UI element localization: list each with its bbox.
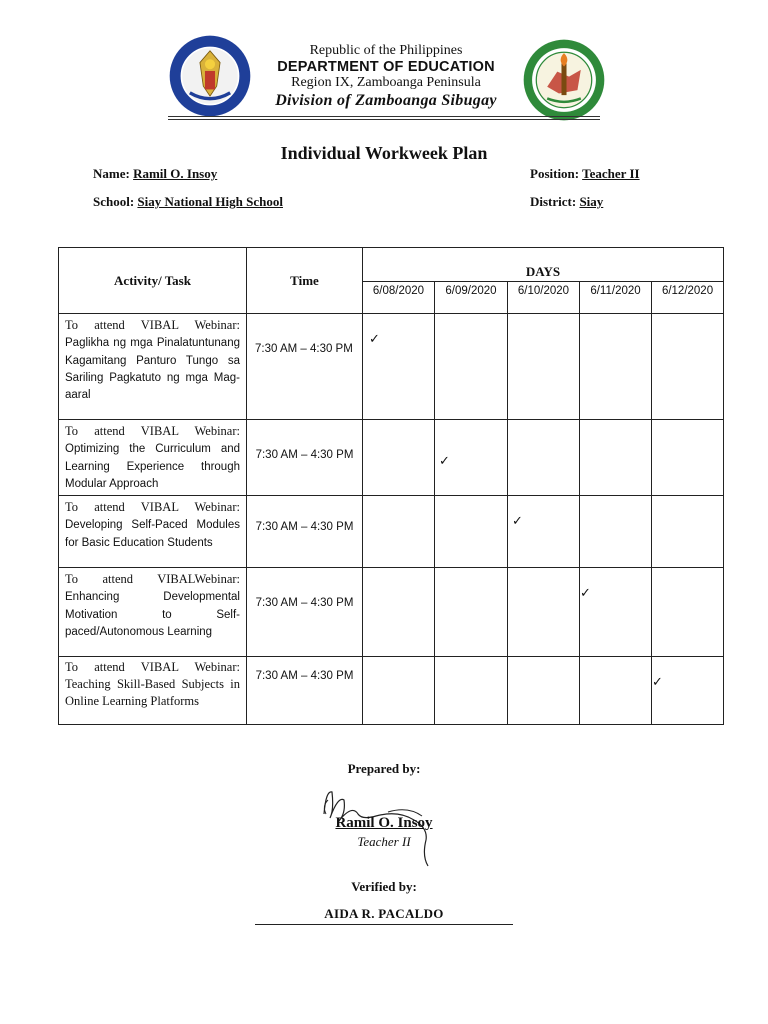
table-row [59, 568, 724, 657]
check-icon: ✓ [580, 586, 591, 601]
letterhead [250, 44, 522, 109]
letterhead-republic: Republic of the Philippines [309, 43, 463, 58]
day-header: 6/11/2020 [580, 282, 652, 314]
day-cell [435, 657, 508, 725]
activity-lead: To attend VIBAL Webinar: [65, 500, 240, 514]
day-cell [508, 314, 580, 420]
day-header: 6/12/2020 [652, 282, 724, 314]
header-divider [168, 116, 600, 120]
time-cell: 7:30 AM – 4:30 PM [247, 496, 363, 568]
school-value: Siay National High School [137, 194, 283, 209]
district-value: Siay [579, 194, 604, 209]
school-label: School: [93, 194, 135, 209]
verified-by-label: Verified by: [351, 879, 417, 894]
day-cell [363, 496, 435, 568]
day-cell [580, 568, 652, 657]
day-cell [580, 420, 652, 496]
time-cell: 7:30 AM – 4:30 PM [247, 657, 363, 725]
day-cell [652, 420, 724, 496]
day-cell [363, 657, 435, 725]
position-label: Position: [530, 166, 580, 181]
letterhead-division: Division of Zamboanga Sibugay [275, 91, 497, 109]
document-title: Individual Workweek Plan [280, 143, 488, 163]
name-label: Name: [93, 166, 130, 181]
letterhead-region: Region IX, Zamboanga Peninsula [291, 74, 481, 90]
check-icon: ✓ [512, 514, 523, 529]
check-icon: ✓ [652, 675, 663, 690]
time-cell: 7:30 AM – 4:30 PM [247, 568, 363, 657]
check-icon: ✓ [439, 454, 450, 469]
activity-lead: To attend VIBAL Webinar: [65, 424, 240, 438]
school-field [93, 194, 283, 210]
workweek-table [58, 247, 724, 725]
name-field [93, 166, 217, 182]
name-value: Ramil O. Insoy [133, 166, 218, 181]
day-cell [652, 657, 724, 725]
letterhead-department: DEPARTMENT OF EDUCATION [277, 58, 495, 75]
activity-cell [59, 314, 247, 420]
activity-text: Paglikha ng mga Pinalatuntunang Kagamitang Panturo Tungo sa Sariling Pagkatuto ng mga Mag-aaral [65, 337, 240, 401]
activity-header: Activity/ Task [59, 248, 247, 314]
activity-text: Teaching Skill-Based Subjects in Online Learning Platforms [65, 676, 240, 708]
activity-lead: To attend VIBALWebinar: [65, 572, 240, 586]
day-cell [435, 496, 508, 568]
district-field [530, 194, 603, 210]
time-cell: 7:30 AM – 4:30 PM [247, 420, 363, 496]
days-header: DAYS [363, 248, 724, 282]
day-cell [363, 314, 435, 420]
preparer-name: Ramil O. Insoy [335, 815, 433, 831]
activity-cell [59, 568, 247, 657]
activity-text: Optimizing the Curriculum and Learning Experience through Modular Approach [65, 443, 240, 490]
day-cell [435, 314, 508, 420]
day-cell [652, 314, 724, 420]
activity-lead: To attend VIBAL Webinar: [65, 318, 240, 332]
day-cell [435, 420, 508, 496]
table-row [59, 420, 724, 496]
day-cell [363, 568, 435, 657]
position-field [530, 166, 640, 182]
division-seal-icon [522, 38, 606, 122]
deped-seal-icon [168, 34, 252, 118]
activity-text: Developing Self-Paced Modules for Basic Education Students [65, 519, 240, 549]
table-row [59, 496, 724, 568]
day-cell [435, 568, 508, 657]
day-cell [508, 568, 580, 657]
day-header: 6/08/2020 [363, 282, 435, 314]
time-header: Time [247, 248, 363, 314]
activity-cell [59, 496, 247, 568]
day-cell [508, 657, 580, 725]
day-cell [652, 568, 724, 657]
activity-lead: To attend VIBAL Webinar: [65, 660, 240, 674]
day-cell [580, 314, 652, 420]
day-cell [508, 496, 580, 568]
district-label: District: [530, 194, 577, 209]
activity-cell [59, 420, 247, 496]
check-icon: ✓ [369, 332, 380, 347]
day-cell [580, 496, 652, 568]
time-cell: 7:30 AM – 4:30 PM [247, 314, 363, 420]
activity-cell [59, 657, 247, 725]
day-header: 6/10/2020 [508, 282, 580, 314]
day-cell [580, 657, 652, 725]
day-cell [652, 496, 724, 568]
prepared-by-label: Prepared by: [347, 761, 421, 776]
day-cell [363, 420, 435, 496]
day-header: 6/09/2020 [435, 282, 508, 314]
preparer-position: Teacher II [357, 834, 411, 849]
table-header-row [59, 248, 724, 282]
table-row [59, 314, 724, 420]
activity-text: Enhancing Developmental Motivation to Self-paced/Autonomous Learning [65, 591, 240, 638]
verifier-name: AIDA R. PACALDO [255, 906, 513, 925]
day-cell [508, 420, 580, 496]
position-value: Teacher II [582, 166, 640, 181]
table-row [59, 657, 724, 725]
